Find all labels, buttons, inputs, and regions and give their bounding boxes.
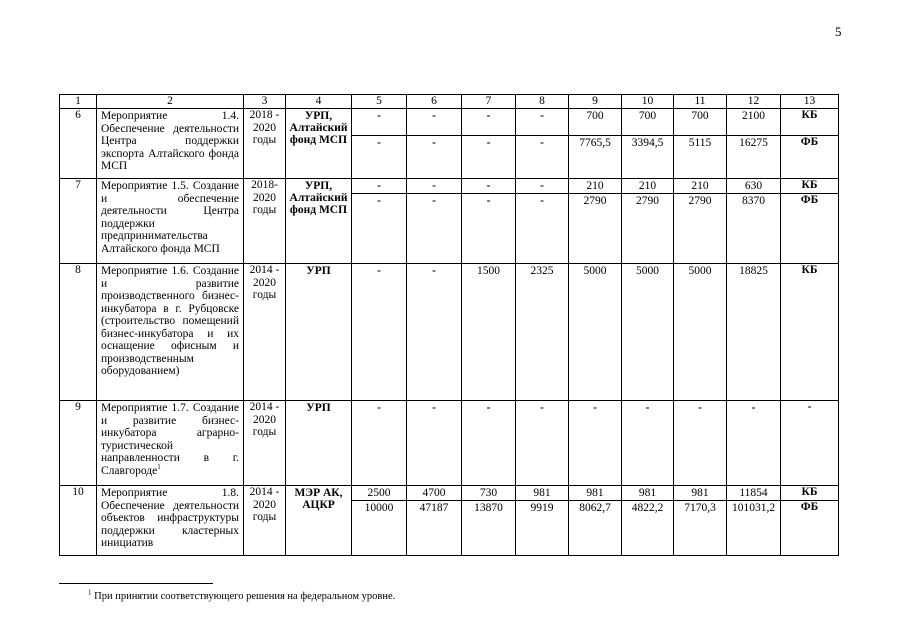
value-cell: 13870 [462,501,516,556]
row-number: 8 [60,264,97,401]
value-cell: - [407,109,462,136]
header-cell: 10 [622,95,674,109]
value-cell: - [352,136,407,179]
value-cell: 981 [622,486,674,501]
footnote-divider [59,583,213,584]
value-cell: 3394,5 [622,136,674,179]
value-cell: 4700 [407,486,462,501]
value-cell: - [674,401,727,486]
footnote-ref: 1 [157,462,161,471]
executor: УРП [286,401,352,486]
table-row [60,401,839,486]
value-cell: 5115 [674,136,727,179]
table-row [60,109,839,136]
header-cell: 11 [674,95,727,109]
value-cell: 2790 [674,194,727,264]
funding-source: КБ [781,486,839,501]
header-cell: 7 [462,95,516,109]
value-cell: 210 [674,179,727,194]
value-cell: - [727,401,781,486]
executor: УРП [286,264,352,401]
value-cell: 630 [727,179,781,194]
value-cell: 2325 [516,264,569,401]
measure-name-text: Мероприятие 1.7. Создание и развитие бизнес-инкубатора аграрно-туристической направленности в г. Славгороде [101,402,239,477]
years: 2018- 2020 годы [244,179,286,264]
value-cell: 10000 [352,501,407,556]
measure-name-text: Мероприятие 1.5. Создание и обеспечение деятельности Центра поддержки предпринимательства Алтайского фонда МСП [101,180,239,255]
years: 2014 - 2020 годы [244,264,286,401]
table-row [60,179,839,194]
value-cell: 2100 [727,109,781,136]
value-cell: - [516,179,569,194]
header-cell: 13 [781,95,839,109]
header-cell: 5 [352,95,407,109]
footnote-mark: 1 [88,588,92,597]
value-cell: 9919 [516,501,569,556]
value-cell: - [407,179,462,194]
table-row [60,264,839,401]
value-cell: - [622,401,674,486]
value-cell: - [569,401,622,486]
value-cell: - [352,109,407,136]
value-cell: 16275 [727,136,781,179]
funding-source: ФБ [781,136,839,179]
value-cell: - [352,194,407,264]
value-cell: 5000 [622,264,674,401]
value-cell: 700 [674,109,727,136]
value-cell: 210 [569,179,622,194]
funding-source: - [781,401,839,486]
value-cell: - [352,401,407,486]
header-cell: 1 [60,95,97,109]
program-table [59,94,839,556]
measure-name-text: Мероприятие 1.4. Обеспечение деятельности Центра поддержки экспорта Алтайского фонда МСП [101,110,239,172]
years: 2014 - 2020 годы [244,486,286,556]
value-cell: 8370 [727,194,781,264]
value-cell: 730 [462,486,516,501]
value-cell: 1500 [462,264,516,401]
years: 2018 - 2020 годы [244,109,286,179]
measure-name [97,109,244,179]
measure-name-text: Мероприятие 1.6. Создание и развитие производственного бизнес-инкубатора в г. Рубцовске (строительство помещений бизнес-инкубатора и их оснащение офисным и производственным оборудованием) [101,265,239,377]
value-cell: - [462,179,516,194]
value-cell: - [352,179,407,194]
value-cell: 981 [569,486,622,501]
header-cell: 6 [407,95,462,109]
value-cell: - [407,264,462,401]
funding-source: ФБ [781,194,839,264]
value-cell: - [516,401,569,486]
measure-name [97,401,244,486]
header-cell: 9 [569,95,622,109]
header-cell: 4 [286,95,352,109]
page-number: 5 [835,24,842,39]
table-row [60,486,839,501]
value-cell: - [407,194,462,264]
value-cell: 210 [622,179,674,194]
years: 2014 - 2020 годы [244,401,286,486]
measure-name-text: Мероприятие 1.8. Обеспечение деятельности объектов инфраструктуры поддержки кластерных инициатив [101,487,239,549]
row-number: 6 [60,109,97,179]
funding-source: ФБ [781,501,839,556]
measure-name [97,264,244,401]
row-number: 7 [60,179,97,264]
header-cell: 2 [97,95,244,109]
value-cell: - [462,136,516,179]
header-cell: 8 [516,95,569,109]
executor: МЭР АК, АЦКР [286,486,352,556]
header-cell: 3 [244,95,286,109]
header-cell: 12 [727,95,781,109]
value-cell: - [407,401,462,486]
value-cell: 700 [622,109,674,136]
value-cell: 18825 [727,264,781,401]
value-cell: 7765,5 [569,136,622,179]
value-cell: 4822,2 [622,501,674,556]
value-cell: - [516,109,569,136]
measure-name [97,486,244,556]
value-cell: - [462,109,516,136]
footnote [88,588,396,602]
value-cell: 47187 [407,501,462,556]
value-cell: 101031,2 [727,501,781,556]
row-number: 10 [60,486,97,556]
value-cell: 700 [569,109,622,136]
value-cell: - [516,194,569,264]
value-cell: 2790 [569,194,622,264]
value-cell: 2790 [622,194,674,264]
value-cell: 7170,3 [674,501,727,556]
measure-name [97,179,244,264]
executor: УРП, Алтайский фонд МСП [286,109,352,179]
value-cell: 5000 [674,264,727,401]
funding-source: КБ [781,109,839,136]
value-cell: 5000 [569,264,622,401]
row-number: 9 [60,401,97,486]
footnote-text: При принятии соответствующего решения на федеральном уровне. [94,591,396,602]
executor: УРП, Алтайский фонд МСП [286,179,352,264]
value-cell: - [407,136,462,179]
value-cell: - [352,264,407,401]
header-row [60,95,839,109]
value-cell: 8062,7 [569,501,622,556]
funding-source: КБ [781,264,839,401]
value-cell: 11854 [727,486,781,501]
value-cell: - [462,194,516,264]
value-cell: 981 [516,486,569,501]
value-cell: 2500 [352,486,407,501]
value-cell: - [516,136,569,179]
value-cell: 981 [674,486,727,501]
funding-source: КБ [781,179,839,194]
value-cell: - [462,401,516,486]
